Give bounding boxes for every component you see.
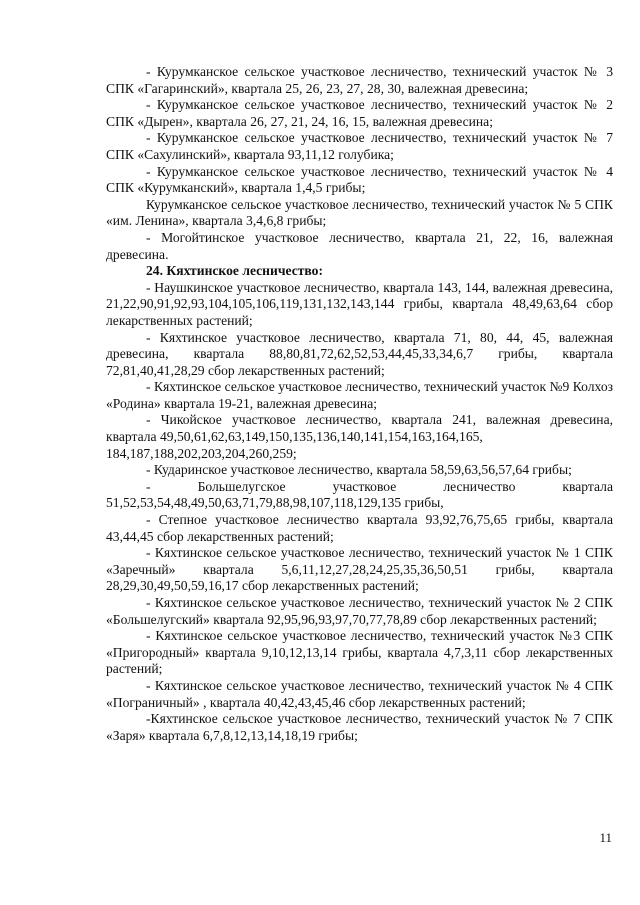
paragraph: - Наушкинское участковое лесничество, квартала 143, 144, валежная древесина, 21,22,90,91,92,93,104,105,106,119,131,132,143,144 грибы, квартала 48,49,63,64 сбор лекарственных растений;	[106, 279, 613, 328]
page-number: 11	[599, 830, 612, 845]
paragraph: - Курумканское сельское участковое лесничество, технический участок № 3 СПК «Гагаринский», квартала 25, 26, 23, 27, 28, 30, валежная древесина;	[106, 64, 613, 96]
paragraph: - Кяхтинское сельское участковое лесничество, технический участок № 1 СПК «Заречный» квартала 5,6,11,12,27,28,24,25,35,36,50,51 грибы, квартала 28,29,30,49,50,59,16,17 сбор лекарственных растений;	[106, 545, 613, 594]
paragraph: - Кяхтинское сельское участковое лесничество, технический участок №9 Колхоз «Родина» квартала 19-21, валежная древесина;	[106, 379, 613, 411]
paragraph: - Большелугское участковое лесничество квартала 51,52,53,54,48,49,50,63,71,79,88,98,107,118,129,135 грибы,	[106, 478, 613, 511]
paragraph: - Степное участковое лесничество квартала 93,92,76,75,65 грибы, квартала 43,44,45 сбор лекарственных растений;	[106, 512, 613, 544]
paragraph: - Кяхтинское участковое лесничество, квартала 71, 80, 44, 45, валежная древесина, квартала 88,80,81,72,62,52,53,44,45,33,34,6,7 грибы, квартала 72,81,40,41,28,29 сбор лекарственных растений;	[106, 329, 613, 378]
paragraph: - Курумканское сельское участковое лесничество, технический участок № 2 СПК «Дырен», квартала 26, 27, 21, 24, 16, 15, валежная древесина;	[106, 97, 613, 129]
section-heading: 24. Кяхтинское лесничество:	[146, 263, 323, 279]
paragraph: - Кяхтинское сельское участковое лесничество, технический участок № 2 СПК «Большелугский» квартала 92,95,96,93,97,70,77,78,89 сбор лекарственных растений;	[106, 595, 613, 627]
paragraph: - Кяхтинское сельское участковое лесничество, технический участок №3 СПК «Пригородный» квартала 9,10,12,13,14 грибы, квартала 4,7,3,11 сбор лекарственных растений;	[106, 628, 613, 677]
paragraph: - Курумканское сельское участковое лесничество, технический участок № 7 СПК «Сахулинский», квартала 93,11,12 голубика;	[106, 130, 613, 162]
page-content	[106, 64, 613, 744]
paragraph: -Кяхтинское сельское участковое лесничество, технический участок № 7 СПК «Заря» квартала 6,7,8,12,13,14,18,19 грибы;	[106, 711, 613, 743]
paragraph: - Чикойское участковое лесничество, квартала 241, валежная древесина, квартала 49,50,61,62,63,149,150,135,136,140,141,154,163,164,165, 184,187,188,202,203,204,260,259;	[106, 412, 613, 461]
paragraph: - Кяхтинское сельское участковое лесничество, технический участок № 4 СПК «Пограничный» , квартала 40,42,43,45,46 сбор лекарственных растений;	[106, 677, 613, 710]
paragraph: - Курумканское сельское участковое лесничество, технический участок № 4 СПК «Курумканский», квартала 1,4,5 грибы;	[106, 163, 613, 196]
paragraph: - Кударинское участковое лесничество, квартала 58,59,63,56,57,64 грибы;	[146, 462, 572, 478]
paragraph: Курумканское сельское участковое лесничество, технический участок № 5 СПК «им. Ленина», квартала 3,4,6,8 грибы;	[106, 196, 613, 229]
paragraph: - Могойтинское участковое лесничество, квартала 21, 22, 16, валежная древесина.	[106, 229, 613, 262]
